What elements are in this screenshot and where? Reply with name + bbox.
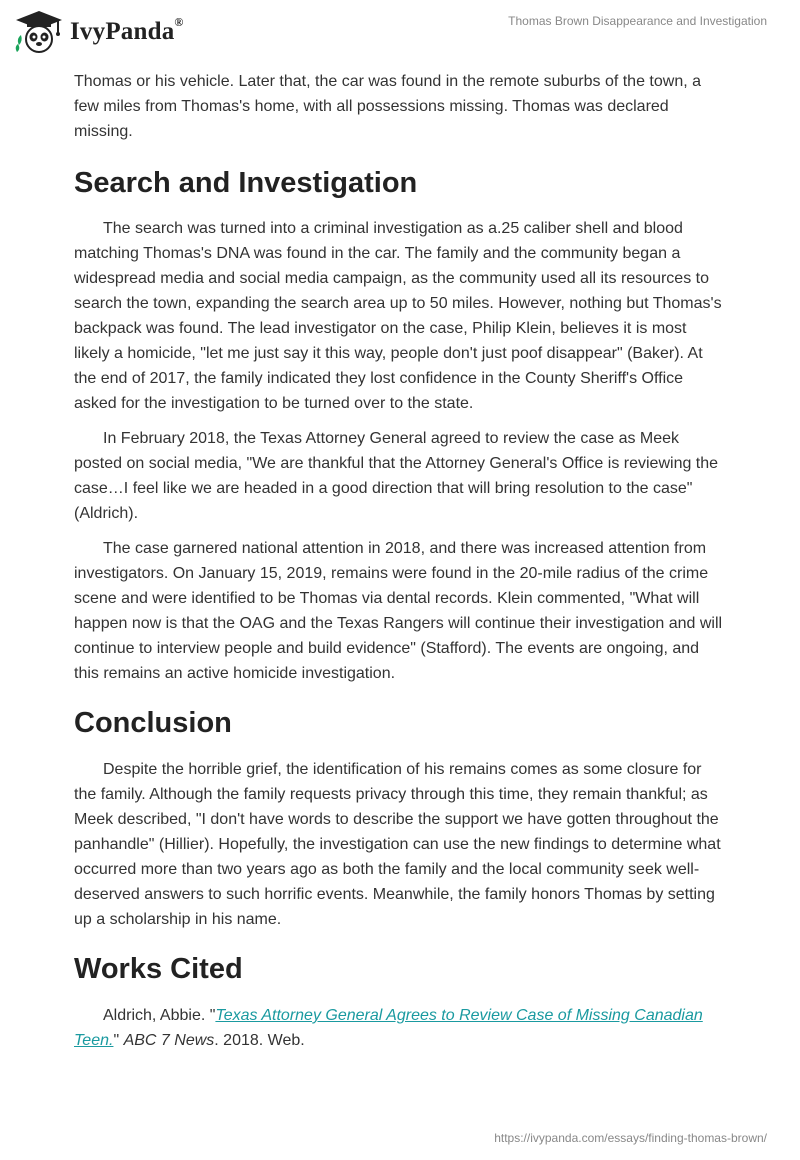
citation-publication: ABC 7 News <box>123 1032 215 1049</box>
essay-content <box>74 69 726 1063</box>
panda-graduate-icon <box>14 9 64 55</box>
search-paragraph-1: The search was turned into a criminal investigation as a.25 caliber shell and blood matching Thomas's DNA was found in the car. The family and the community began a widespread media and social media campaign, as the community used all its resources to search the town, expanding the search area up to 50 miles. However, nothing but Thomas's backpack was found. The lead investigator on the case, Philip Klein, believes it is most likely a homicide, "let me just say it this way, people don't just poof disappear" (Baker). At the end of 2017, the family indicated they lost confidence in the County Sheriff's Office asked for the investigation to be turned over to the state. <box>74 220 722 412</box>
section-heading-works-cited: Works Cited <box>74 953 243 985</box>
search-paragraph-3: The case garnered national attention in 2018, and there was increased attention from investigators. On January 15, 2019, remains were found in the 20-mile radius of the crime scene and were identified to be Thomas via dental records. Klein commented, "What will happen now is that the OAG and the Texas Rangers will continue their investigation and will continue to interview people and build evidence" (Stafford). The events are ongoing, and this remains an active homicide investigation. <box>74 540 723 682</box>
page-header <box>0 0 800 62</box>
logo-text: IvyPanda® <box>70 14 184 45</box>
citation-after-link: " <box>113 1032 124 1049</box>
citation-rest: . 2018. Web. <box>214 1032 305 1049</box>
citation-entry <box>74 1003 726 1053</box>
section-heading-conclusion: Conclusion <box>74 707 232 739</box>
footer-url[interactable]: https://ivypanda.com/essays/finding-thomas-brown/ <box>494 1131 767 1145</box>
intro-paragraph: Thomas or his vehicle. Later that, the car was found in the remote suburbs of the town, a few miles from Thomas's home, with all possessions missing. Thomas was declared missing. <box>74 73 701 140</box>
citation-author: Aldrich, Abbie. " <box>103 1007 216 1024</box>
ivypanda-logo[interactable] <box>14 9 184 55</box>
citation-link[interactable]: Texas Attorney General Agrees to Review Case of Missing Canadian Teen. <box>74 1007 703 1049</box>
section-heading-search: Search and Investigation <box>74 167 418 199</box>
conclusion-paragraph: Despite the horrible grief, the identification of his remains comes as some closure for the family. Although the family requests privacy through this time, they remain thankful; as Meek described, "I don't have words to describe the support we have gotten throughout the panhandle" (Hillier). Hopefully, the investigation can use the new findings to determine what occurred more than two years ago as both the family and the local community seek well-deserved answers to such horrific events. Meanwhile, the family honors Thomas by setting up a scholarship in his name. <box>74 761 721 928</box>
search-paragraph-2: In February 2018, the Texas Attorney General agreed to review the case as Meek posted on social media, "We are thankful that the Attorney General's Office is reviewing the case…I feel like we are headed in a good direction that will bring resolution to the case" (Aldrich). <box>74 430 719 522</box>
document-title: Thomas Brown Disappearance and Investigation <box>508 14 767 28</box>
